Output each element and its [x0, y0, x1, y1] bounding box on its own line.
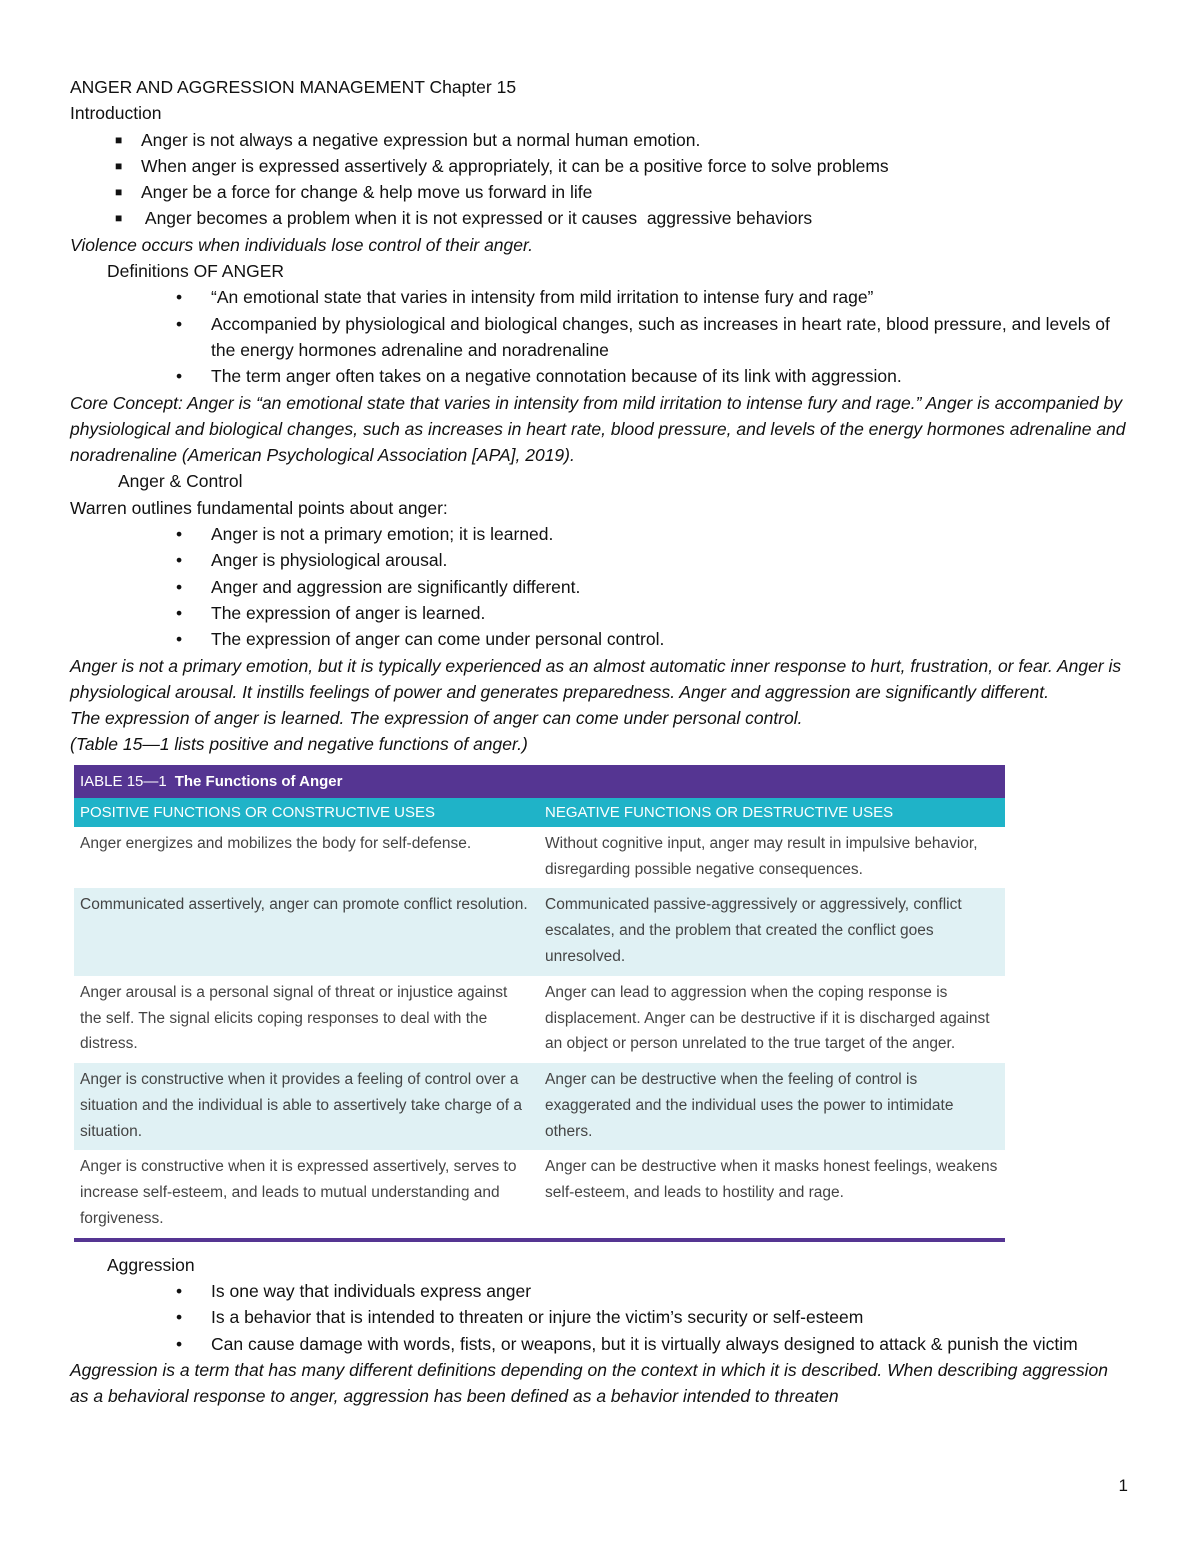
square-bullet-icon: ■ — [115, 132, 123, 147]
dot-bullet-icon: • — [176, 550, 183, 571]
dot-bullet-icon: • — [176, 524, 183, 545]
dot-bullet-icon: • — [176, 629, 183, 650]
table-row — [74, 888, 1005, 975]
table-cell-positive: Anger energizes and mobilizes the body for self-defense. — [80, 834, 472, 852]
table-header-negative: NEGATIVE FUNCTIONS OR DESTRUCTIVE USES — [545, 803, 894, 821]
dot-bullet-icon: • — [176, 313, 183, 334]
control-paragraph-2: The expression of anger is learned. The expression of anger can come under personal control. — [70, 708, 803, 729]
control-bullet-list — [70, 521, 1130, 652]
core-concept-paragraph: Core Concept: Anger is “an emotional state that varies in intensity from mild irritation to intense fury and rage.” Anger is accompanied by physiological and biological changes, such as increases in heart rate, blood pressure, and levels of the energy hormones adrenaline and noradrenaline (American Psychological Association [APA], 2019). — [70, 392, 1126, 466]
list-item: • “An emotional state that varies in intensity from mild irritation to intense fury and rage” — [70, 284, 1130, 310]
aggression-paragraph: Aggression is a term that has many different definitions depending on the context in which it is described. When describing aggression as a behavioral response to anger, aggression has been defined as a behavior intended to threaten — [70, 1360, 1108, 1407]
document-page — [70, 74, 1130, 1410]
list-item: ■ Anger be a force for change & help move us forward in life — [70, 179, 1130, 205]
square-bullet-icon: ■ — [115, 185, 123, 200]
section-title-anger-control: Anger & Control — [118, 471, 243, 492]
list-item: ■ When anger is expressed assertively & appropriately, it can be a positive force to solve problems — [70, 153, 1130, 179]
table-row — [74, 1063, 1005, 1150]
control-paragraph-3: (Table 15—1 lists positive and negative functions of anger.) — [70, 734, 528, 755]
list-item: • Anger is physiological arousal. — [70, 547, 1130, 573]
table-label: IABLE 15—1 — [80, 772, 167, 790]
list-item: • The expression of anger can come under personal control. — [70, 626, 1130, 652]
page-number: 1 — [1118, 1476, 1128, 1495]
dot-bullet-icon: • — [176, 1281, 183, 1302]
dot-bullet-icon: • — [176, 287, 183, 308]
functions-of-anger-table — [74, 765, 1005, 1242]
table-title: The Functions of Anger — [174, 772, 343, 790]
table-row — [74, 1150, 1005, 1237]
section-title-introduction: Introduction — [70, 103, 162, 124]
table-cell-positive: Anger is constructive when it is expressed assertively, serves to increase self-esteem, and leads to mutual understanding and forgiveness. — [80, 1158, 517, 1228]
table-cell-positive: Anger is constructive when it provides a feeling of control over a situation and the individual is able to assertively take charge of a situation. — [80, 1071, 523, 1140]
list-item: • Anger is not a primary emotion; it is learned. — [70, 521, 1130, 547]
table-cell-negative: Anger can lead to aggression when the coping response is displacement. Anger can be destructive if it is discharged against an object or person unrelated to the true target of the anger. — [545, 983, 990, 1053]
list-item: ■ Anger is not always a negative expression but a normal human emotion. — [70, 127, 1130, 153]
list-item: • The expression of anger is learned. — [70, 600, 1130, 626]
table-row — [74, 827, 1005, 889]
aggression-bullet-list — [70, 1278, 1130, 1357]
intro-note: Violence occurs when individuals lose control of their anger. — [70, 234, 534, 255]
section-title-aggression: Aggression — [107, 1254, 195, 1275]
square-bullet-icon: ■ — [115, 158, 123, 173]
table-cell-positive: Anger arousal is a personal signal of threat or injustice against the self. The signal elicits coping responses to deal with the distress. — [80, 983, 508, 1053]
page-heading: ANGER AND AGGRESSION MANAGEMENT Chapter 15 — [70, 77, 517, 97]
dot-bullet-icon: • — [176, 602, 183, 623]
control-paragraph-1: Anger is not a primary emotion, but it is typically experienced as an almost automatic inner response to hurt, frustration, or fear. Anger is physiological arousal. It instills feelings of power and generates preparedness. Anger and aggression are significantly different. — [70, 655, 1122, 702]
dot-bullet-icon: • — [176, 1307, 183, 1328]
dot-bullet-icon: • — [176, 366, 183, 387]
list-item: • Is a behavior that is intended to threaten or injure the victim’s security or self-esteem — [70, 1304, 1130, 1330]
intro-bullet-list — [70, 127, 1130, 232]
list-item: • Accompanied by physiological and biological changes, such as increases in heart rate, blood pressure, and levels of the energy hormones adrenaline and noradrenaline — [70, 311, 1130, 364]
table-header-positive: POSITIVE FUNCTIONS OR CONSTRUCTIVE USES — [80, 803, 436, 821]
table-cell-negative: Anger can be destructive when the feeling of control is exaggerated and the individual uses the power to intimidate others. — [545, 1071, 954, 1140]
table-bottom-rule — [74, 1238, 1005, 1242]
dot-bullet-icon: • — [176, 1333, 183, 1354]
definitions-bullet-list — [70, 284, 1130, 389]
table-title-bar — [74, 765, 1005, 798]
table-header-row — [74, 798, 1005, 827]
table-cell-negative: Communicated passive-aggressively or aggressively, conflict escalates, and the problem that created the conflict goes unresolved. — [545, 896, 962, 965]
table-row — [74, 976, 1005, 1063]
table-cell-negative: Without cognitive input, anger may result in impulsive behavior, disregarding possible negative consequences. — [545, 834, 978, 878]
control-lead-text: Warren outlines fundamental points about anger: — [70, 497, 448, 518]
list-item: • Anger and aggression are significantly different. — [70, 574, 1130, 600]
table-cell-positive: Communicated assertively, anger can promote conflict resolution. — [80, 896, 528, 914]
table-cell-negative: Anger can be destructive when it masks honest feelings, weakens self-esteem, and leads to hostility and rage. — [545, 1158, 998, 1202]
list-item: • Can cause damage with words, fists, or weapons, but it is virtually always designed to attack & punish the victim — [70, 1331, 1130, 1357]
list-item: • The term anger often takes on a negative connotation because of its link with aggression. — [70, 363, 1130, 389]
list-item: ■ Anger becomes a problem when it is not expressed or it causes aggressive behaviors — [70, 205, 1130, 231]
section-title-definitions: Definitions OF ANGER — [107, 261, 284, 282]
list-item: • Is one way that individuals express anger — [70, 1278, 1130, 1304]
square-bullet-icon: ■ — [115, 211, 123, 226]
dot-bullet-icon: • — [176, 576, 183, 597]
